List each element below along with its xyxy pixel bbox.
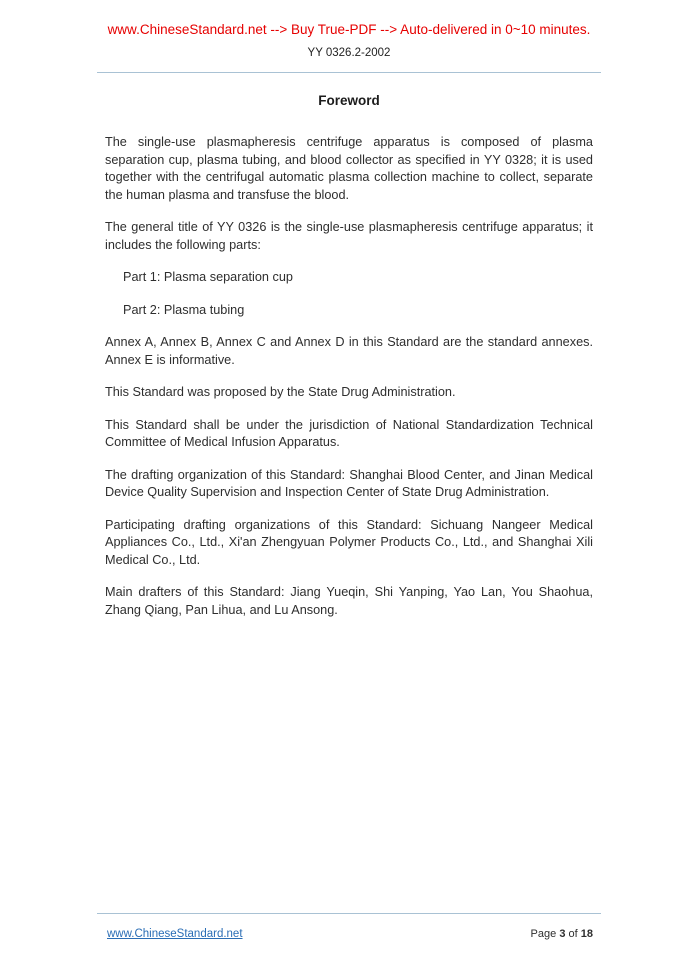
paragraph-drafting-organization: The drafting organization of this Standard: Shanghai Blood Center, and Jinan Medical Device Quality Supervision and Inspection Center of State Drug Administration. [105, 467, 593, 499]
paragraph-participating-organizations: Participating drafting organizations of this Standard: Sichuang Nangeer Medical Appliances Co., Ltd., Xi'an Zhengyuan Polymer Products Co., Ltd., and Shanghai Xili Medical Co., Ltd. [105, 517, 593, 567]
page-total: 18 [580, 928, 593, 940]
list-item-part-1: Part 1: Plasma separation cup [123, 270, 293, 284]
page-footer [97, 913, 601, 940]
page-word: Page [530, 928, 557, 940]
header-divider [97, 72, 601, 73]
standard-number: YY 0326.2-2002 [307, 47, 391, 59]
promo-banner-link[interactable]: www.ChineseStandard.net --> Buy True-PDF --> Auto-delivered in 0~10 minutes. [107, 22, 591, 37]
paragraph-jurisdiction: This Standard shall be under the jurisdiction of National Standardization Technical Committee of Medical Infusion Apparatus. [105, 417, 593, 449]
page-title: Foreword [318, 93, 380, 108]
paragraph-proposed-by: This Standard was proposed by the State Drug Administration. [105, 385, 456, 399]
page-number: 3 [559, 928, 566, 940]
page-indicator [531, 928, 593, 940]
paragraph-composition: The single-use plasmapheresis centrifuge apparatus is composed of plasma separation cup, plasma tubing, and blood collector as specified in YY 0328; it is used together with the centrifugal automatic plasma collection machine to collect, separate the human plasma and transfuse the blood. [105, 135, 593, 202]
list-item-part-2: Part 2: Plasma tubing [123, 302, 245, 317]
paragraph-general-title: The general title of YY 0326 is the single-use plasmapheresis centrifuge apparatus; it includes the following parts: [105, 220, 593, 252]
paragraph-main-drafters: Main drafters of this Standard: Jiang Yueqin, Shi Yanping, Yao Lan, You Shaohua, Zhang Qiang, Pan Lihua, and Lu Ansong. [105, 585, 593, 617]
footer-website-link[interactable]: www.ChineseStandard.net [107, 928, 243, 940]
of-word: of [568, 928, 578, 940]
paragraph-annexes: Annex A, Annex B, Annex C and Annex D in this Standard are the standard annexes. Annex E is informative. [105, 335, 593, 367]
